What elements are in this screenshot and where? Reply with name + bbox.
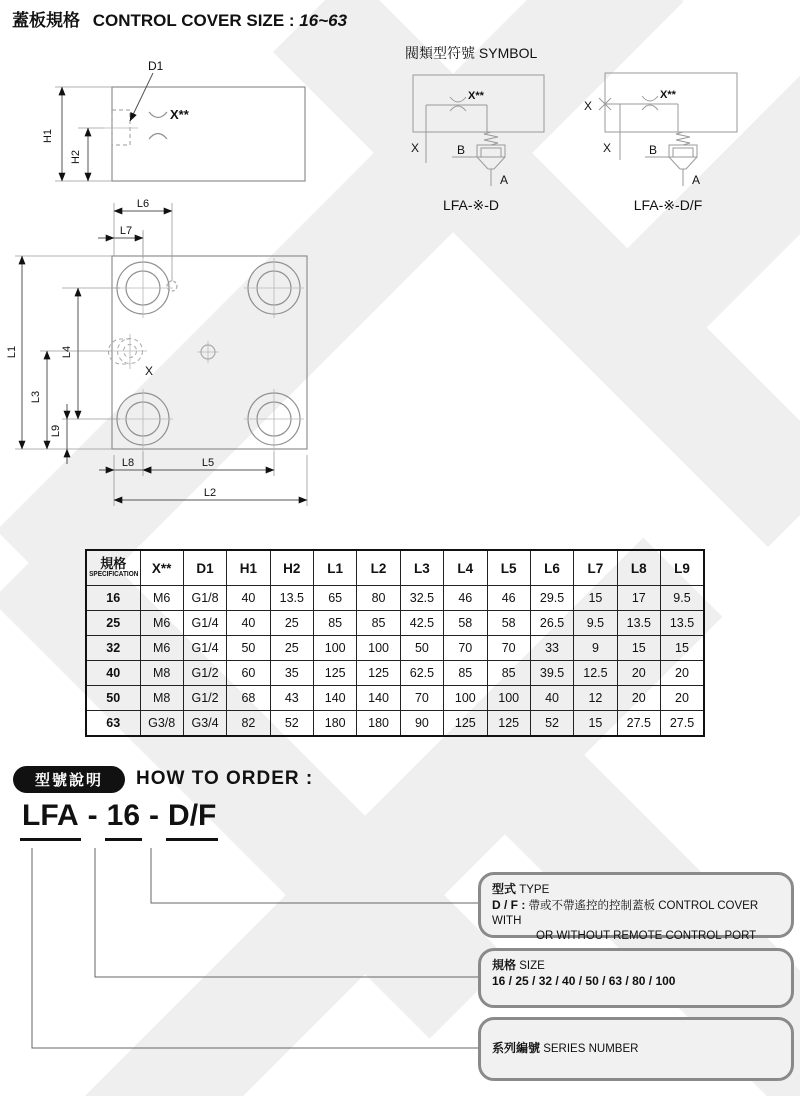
table-cell: 20 bbox=[617, 661, 660, 686]
table-header-cell: L9 bbox=[661, 550, 705, 586]
table-cell: 85 bbox=[314, 611, 357, 636]
table-cell: 39.5 bbox=[530, 661, 573, 686]
symbol2-x-label: X bbox=[602, 141, 612, 155]
table-cell: G1/8 bbox=[183, 586, 226, 611]
table-cell: 70 bbox=[400, 686, 443, 711]
table-header-spec: 規格 SPECIFICATION bbox=[86, 550, 140, 586]
table-header-cell: H2 bbox=[270, 550, 313, 586]
symbol2-xstar-label: X** bbox=[660, 89, 676, 101]
table-cell: 70 bbox=[487, 636, 530, 661]
table-cell: 13.5 bbox=[270, 586, 313, 611]
table-cell: 35 bbox=[270, 661, 313, 686]
table-cell: 52 bbox=[270, 711, 313, 737]
table-header-cell: L3 bbox=[400, 550, 443, 586]
table-cell: 40 bbox=[227, 611, 270, 636]
symbol1-xstar-label: X** bbox=[468, 90, 484, 102]
table-cell: 50 bbox=[227, 636, 270, 661]
top-view-dimensions bbox=[15, 203, 307, 506]
dim-label-l8: L8 bbox=[121, 457, 135, 469]
table-header-cell: X** bbox=[140, 550, 183, 586]
technical-drawing bbox=[0, 0, 800, 540]
table-cell: G3/4 bbox=[183, 711, 226, 737]
symbol-section-title: 閥類型符號 SYMBOL bbox=[405, 45, 538, 61]
dim-label-h2: H2 bbox=[70, 149, 82, 165]
table-cell: 85 bbox=[487, 661, 530, 686]
table-header-cell: L5 bbox=[487, 550, 530, 586]
table-cell: 25 bbox=[270, 636, 313, 661]
table-cell: 70 bbox=[444, 636, 487, 661]
table-cell-size: 50 bbox=[86, 686, 140, 711]
specification-table bbox=[85, 549, 705, 737]
table-cell: 60 bbox=[227, 661, 270, 686]
table-cell: 13.5 bbox=[617, 611, 660, 636]
dim-label-d1: D1 bbox=[148, 59, 164, 73]
table-header-cell: L2 bbox=[357, 550, 400, 586]
table-cell: 27.5 bbox=[617, 711, 660, 737]
table-cell: M8 bbox=[140, 686, 183, 711]
table-header-cell: L6 bbox=[530, 550, 573, 586]
table-row bbox=[86, 636, 704, 661]
dim-label-l1: L1 bbox=[6, 345, 18, 359]
table-header-cell: L8 bbox=[617, 550, 660, 586]
table-cell: 15 bbox=[574, 711, 617, 737]
symbol2-x-top-label: X bbox=[583, 99, 592, 113]
order-code-type: D/F bbox=[166, 799, 218, 841]
table-cell: 15 bbox=[574, 586, 617, 611]
dim-label-l5: L5 bbox=[201, 457, 215, 469]
table-cell-size: 16 bbox=[86, 586, 140, 611]
table-cell: 100 bbox=[314, 636, 357, 661]
table-cell: 100 bbox=[487, 686, 530, 711]
symbol1-b-label: B bbox=[456, 143, 466, 157]
order-code-sep2: - bbox=[149, 799, 160, 832]
table-cell: 42.5 bbox=[400, 611, 443, 636]
table-header-cell: D1 bbox=[183, 550, 226, 586]
table-cell: 13.5 bbox=[661, 611, 705, 636]
table-cell: 52 bbox=[530, 711, 573, 737]
order-series-box: 系列編號 SERIES NUMBER bbox=[478, 1017, 794, 1081]
order-type-box: 型式 TYPE D / F : 帶或不帶遙控的控制蓋板 CONTROL COVER WITH OR WITHOUT REMOTE CONTROL PORT bbox=[478, 872, 794, 938]
table-cell: 68 bbox=[227, 686, 270, 711]
table-cell: 125 bbox=[357, 661, 400, 686]
table-cell: 25 bbox=[270, 611, 313, 636]
symbol1-a-label: A bbox=[500, 173, 509, 187]
table-cell-size: 25 bbox=[86, 611, 140, 636]
table-cell: 20 bbox=[617, 686, 660, 711]
table-cell: 46 bbox=[487, 586, 530, 611]
table-cell: 85 bbox=[357, 611, 400, 636]
table-cell: 20 bbox=[661, 661, 705, 686]
table-cell: 125 bbox=[444, 711, 487, 737]
table-cell: 29.5 bbox=[530, 586, 573, 611]
dim-label-l7: L7 bbox=[119, 225, 133, 237]
table-cell: M6 bbox=[140, 586, 183, 611]
table-cell: 50 bbox=[400, 636, 443, 661]
table-cell: 32.5 bbox=[400, 586, 443, 611]
table-cell: 9 bbox=[574, 636, 617, 661]
table-cell: 12 bbox=[574, 686, 617, 711]
table-cell: 140 bbox=[357, 686, 400, 711]
table-cell: 140 bbox=[314, 686, 357, 711]
table-cell: 17 bbox=[617, 586, 660, 611]
table-cell: 125 bbox=[314, 661, 357, 686]
dim-label-h1: H1 bbox=[42, 128, 54, 144]
dim-label-l3: L3 bbox=[30, 390, 42, 404]
table-cell: 65 bbox=[314, 586, 357, 611]
table-header-cell: L7 bbox=[574, 550, 617, 586]
order-code bbox=[20, 799, 218, 841]
side-view bbox=[104, 87, 305, 181]
table-cell: 26.5 bbox=[530, 611, 573, 636]
table-cell: 85 bbox=[444, 661, 487, 686]
symbol2-b-label: B bbox=[648, 143, 658, 157]
table-cell: 58 bbox=[487, 611, 530, 636]
table-cell: G3/8 bbox=[140, 711, 183, 737]
order-code-sep1: - bbox=[87, 799, 98, 832]
table-cell: M6 bbox=[140, 636, 183, 661]
table-cell-size: 40 bbox=[86, 661, 140, 686]
table-cell: 62.5 bbox=[400, 661, 443, 686]
page-title-en: CONTROL COVER SIZE : bbox=[92, 11, 295, 30]
table-header-cell: H1 bbox=[227, 550, 270, 586]
table-cell: 100 bbox=[357, 636, 400, 661]
dim-label-l9: L9 bbox=[50, 424, 62, 438]
table-cell: 43 bbox=[270, 686, 313, 711]
dim-label-xstar-side: X** bbox=[170, 107, 189, 122]
table-row bbox=[86, 611, 704, 636]
table-cell: 58 bbox=[444, 611, 487, 636]
table-header-cell: L1 bbox=[314, 550, 357, 586]
order-size-box: 規格 SIZE 16 / 25 / 32 / 40 / 50 / 63 / 80 / 100 bbox=[478, 948, 794, 1008]
table-cell: 12.5 bbox=[574, 661, 617, 686]
symbol1-caption: LFA-※-D bbox=[442, 197, 500, 213]
table-cell: 82 bbox=[227, 711, 270, 737]
table-row bbox=[86, 711, 704, 737]
symbol2-caption: LFA-※-D/F bbox=[633, 197, 703, 213]
table-cell: 20 bbox=[661, 686, 705, 711]
symbol1-x-label: X bbox=[410, 141, 420, 155]
table-cell: 46 bbox=[444, 586, 487, 611]
table-cell-size: 63 bbox=[86, 711, 140, 737]
table-row bbox=[86, 586, 704, 611]
table-cell: 40 bbox=[227, 586, 270, 611]
table-cell: 33 bbox=[530, 636, 573, 661]
table-header-cell: L4 bbox=[444, 550, 487, 586]
dim-label-l4: L4 bbox=[61, 345, 73, 359]
page-title-zh: 蓋板規格 bbox=[12, 11, 80, 30]
table-header-row bbox=[86, 550, 704, 586]
port-label-x: X bbox=[144, 364, 154, 378]
table-cell: G1/4 bbox=[183, 611, 226, 636]
table-cell: G1/2 bbox=[183, 661, 226, 686]
order-section-pill: 型號說明 bbox=[13, 766, 125, 793]
table-cell: 27.5 bbox=[661, 711, 705, 737]
order-heading: HOW TO ORDER : bbox=[136, 768, 314, 789]
table-cell: 9.5 bbox=[661, 586, 705, 611]
table-cell: 180 bbox=[357, 711, 400, 737]
table-row bbox=[86, 661, 704, 686]
table-cell: M8 bbox=[140, 661, 183, 686]
table-cell: 80 bbox=[357, 586, 400, 611]
table-cell: 9.5 bbox=[574, 611, 617, 636]
table-cell: 125 bbox=[487, 711, 530, 737]
table-row bbox=[86, 686, 704, 711]
order-code-series: LFA bbox=[20, 799, 81, 841]
table-cell: G1/2 bbox=[183, 686, 226, 711]
top-view bbox=[108, 232, 307, 452]
dim-label-l2: L2 bbox=[203, 487, 217, 499]
table-cell: 90 bbox=[400, 711, 443, 737]
symbol2-a-label: A bbox=[692, 173, 701, 187]
table-cell: 180 bbox=[314, 711, 357, 737]
table-cell: 15 bbox=[661, 636, 705, 661]
table-cell-size: 32 bbox=[86, 636, 140, 661]
table-cell: 15 bbox=[617, 636, 660, 661]
dim-label-l6: L6 bbox=[136, 198, 150, 210]
order-code-size: 16 bbox=[105, 799, 142, 841]
page-title-range: 16~63 bbox=[299, 11, 348, 30]
table-cell: M6 bbox=[140, 611, 183, 636]
table-cell: 40 bbox=[530, 686, 573, 711]
table-cell: 100 bbox=[444, 686, 487, 711]
table-cell: G1/4 bbox=[183, 636, 226, 661]
spec-table-body bbox=[86, 586, 704, 737]
